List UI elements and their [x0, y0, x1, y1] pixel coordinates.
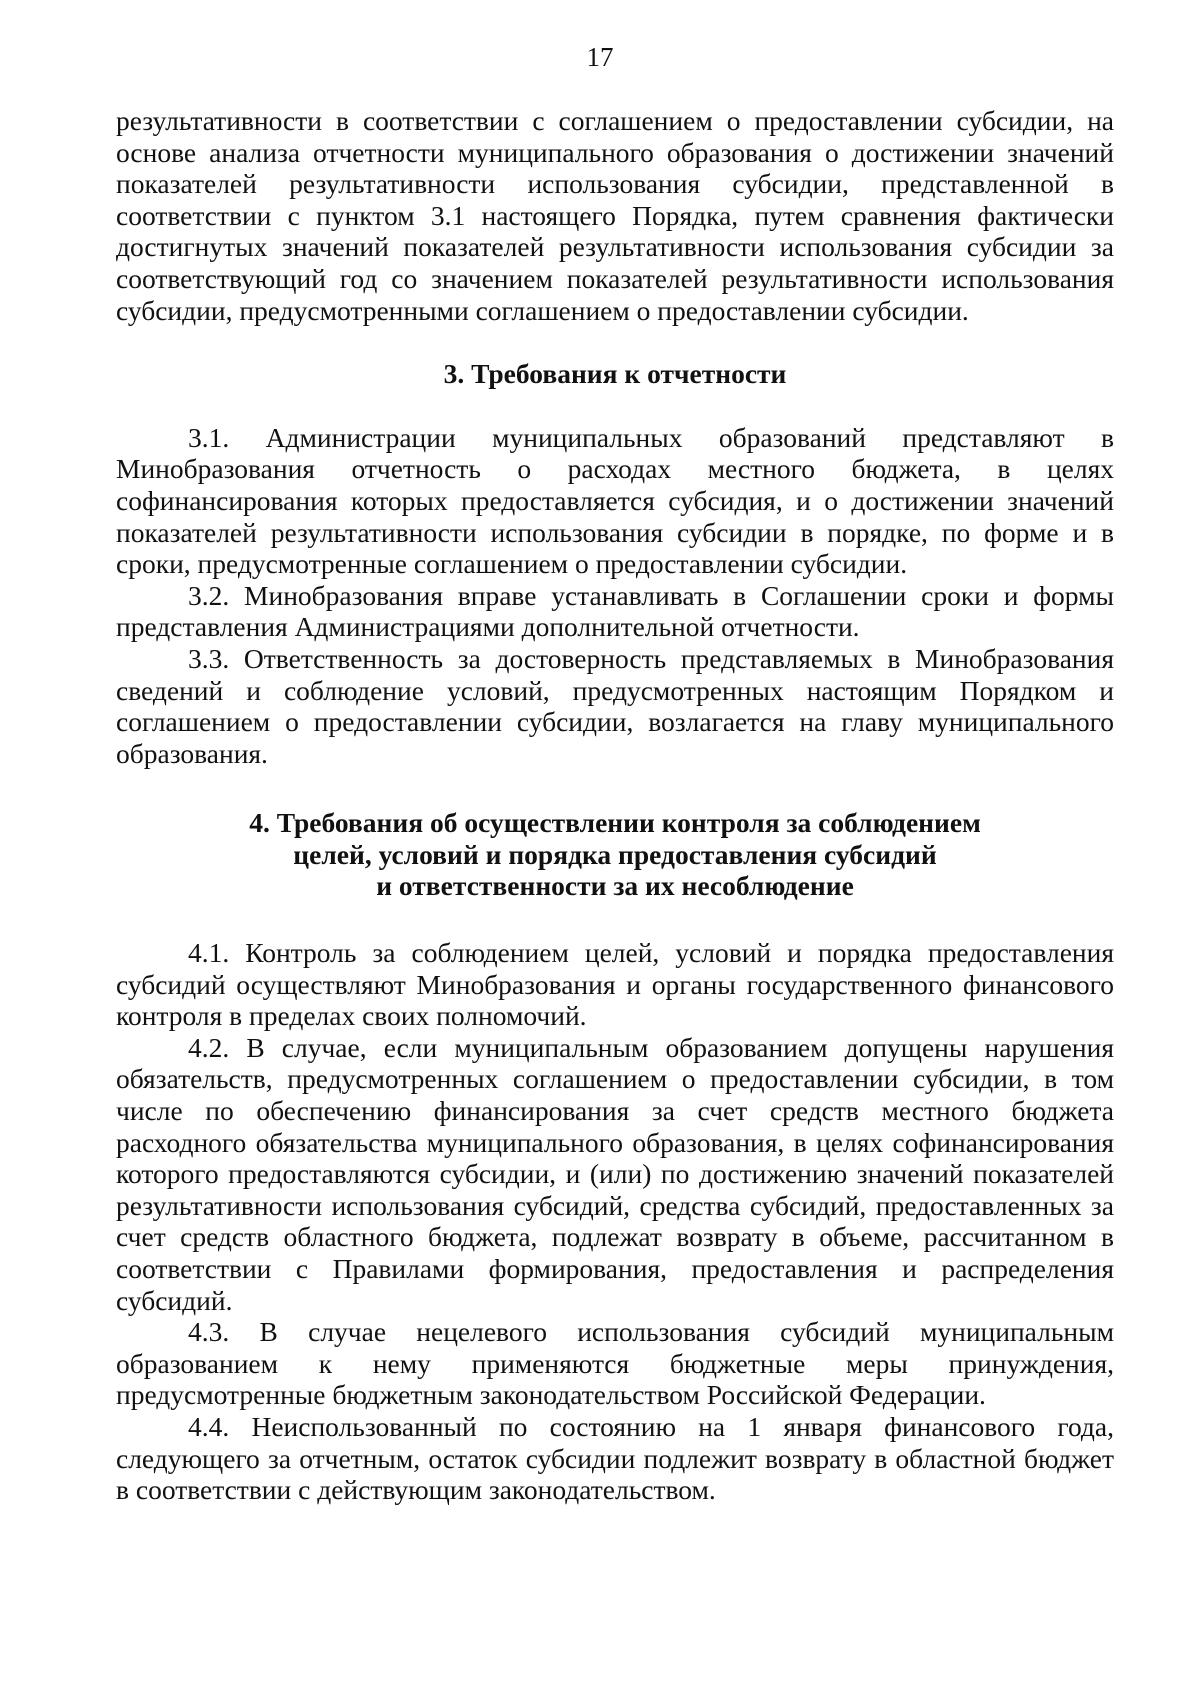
- intro-paragraph: результативности в соответствии с соглашением о предоставлении субсидии, на основе анализа отчетности муниципального образования о достижении значений показателей результативности использования субсидии, представленной в соответствии с пунктом 3.1 настоящего Порядка, путем сравнения фактически достигнутых значений показателей результативности использования субсидии за соответствующий год со значением показателей результативности использования субсидии, предусмотренными соглашением о предоставлении субсидии.: [116, 105, 1114, 326]
- section-3-heading: 3. Требования к отчетности: [443, 358, 787, 390]
- paragraph-4-3: 4.3. В случае нецелевого использования субсидий муниципальным образованием к нему применяются бюджетные меры принуждения, предусмотренные бюджетным законодательством Российской Федерации.: [116, 1316, 1114, 1411]
- section-4-heading-line: 4. Требования об осуществлении контроля за соблюдением: [249, 807, 981, 839]
- page-number: 17: [586, 42, 614, 72]
- section-4-heading-line: и ответственности за их несоблюдение: [376, 870, 854, 902]
- paragraph-3-1: 3.1. Администрации муниципальных образований представляют в Минобразования отчетность о расходах местного бюджета, в целях софинансирования которых предоставляется субсидия, и о достижении значений показателей результативности использования субсидии в порядке, по форме и в сроки, предусмотренные соглашением о предоставлении субсидии.: [116, 421, 1114, 580]
- document-body: [116, 105, 1114, 1506]
- paragraph-4-1: 4.1. Контроль за соблюдением целей, условий и порядка предоставления субсидий осуществляют Минобразования и органы государственного финансового контроля в пределах своих полномочий.: [116, 937, 1114, 1032]
- paragraph-4-2: 4.2. В случае, если муниципальным образованием допущены нарушения обязательств, предусмотренных соглашением о предоставлении субсидии, в том числе по обеспечению финансирования за счет средств местного бюджета расходного обязательства муниципального образования, в целях софинансирования которого предоставляются субсидии, и (или) по достижению значений показателей результативности использования субсидий, средства субсидий, предоставленных за счет средств областного бюджета, подлежат возврату в объеме, рассчитанном в соответствии с Правилами формирования, предоставления и распределения субсидий.: [116, 1031, 1114, 1316]
- section-4-heading-line: целей, условий и порядка предоставления субсидий: [293, 838, 937, 870]
- paragraph-3-2: 3.2. Минобразования вправе устанавливать в Соглашении сроки и формы представления Администрациями дополнительной отчетности.: [116, 579, 1114, 643]
- paragraph-4-4: 4.4. Неиспользованный по состоянию на 1 января финансового года, следующего за отчетным, остаток субсидии подлежит возврату в областной бюджет в соответствии с действующим законодательством.: [116, 1410, 1114, 1506]
- paragraph-3-3: 3.3. Ответственность за достоверность представляемых в Минобразования сведений и соблюдение условий, предусмотренных настоящим Порядком и соглашением о предоставлении субсидии, возлагается на главу муниципального образования.: [116, 642, 1114, 769]
- section-4-heading: [116, 807, 1114, 902]
